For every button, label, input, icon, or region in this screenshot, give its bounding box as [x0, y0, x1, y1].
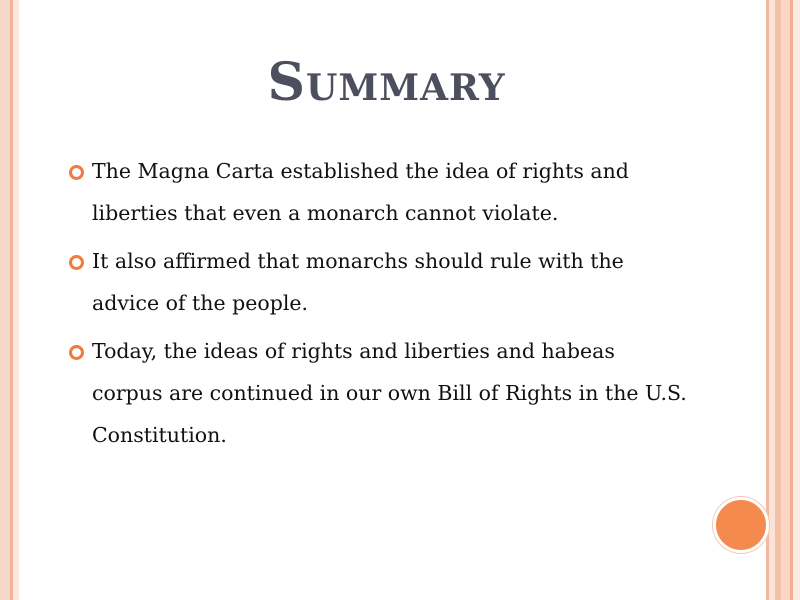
right-stripe — [793, 0, 800, 600]
bullet-item — [67, 330, 687, 456]
bullet-item — [67, 150, 687, 234]
circle-bullet-icon — [69, 165, 84, 180]
content-panel — [19, 0, 766, 600]
bullet-text: The Magna Carta established the idea of rights and liberties that even a monarch cannot violate. — [92, 159, 629, 225]
circle-bullet-icon — [69, 255, 84, 270]
bullet-text: It also affirmed that monarchs should rule with the advice of the people. — [92, 249, 624, 315]
slide-title: Summary — [267, 52, 506, 113]
right-stripe — [781, 0, 790, 600]
left-border-band — [0, 0, 10, 600]
bullet-item — [67, 240, 687, 324]
bullet-text: Today, the ideas of rights and liberties and habeas corpus are continued in our own Bill of Rights in the U.S. Constitution. — [92, 339, 687, 447]
orange-circle-icon — [713, 497, 769, 553]
circle-bullet-icon — [69, 345, 84, 360]
bullet-list — [67, 150, 687, 462]
